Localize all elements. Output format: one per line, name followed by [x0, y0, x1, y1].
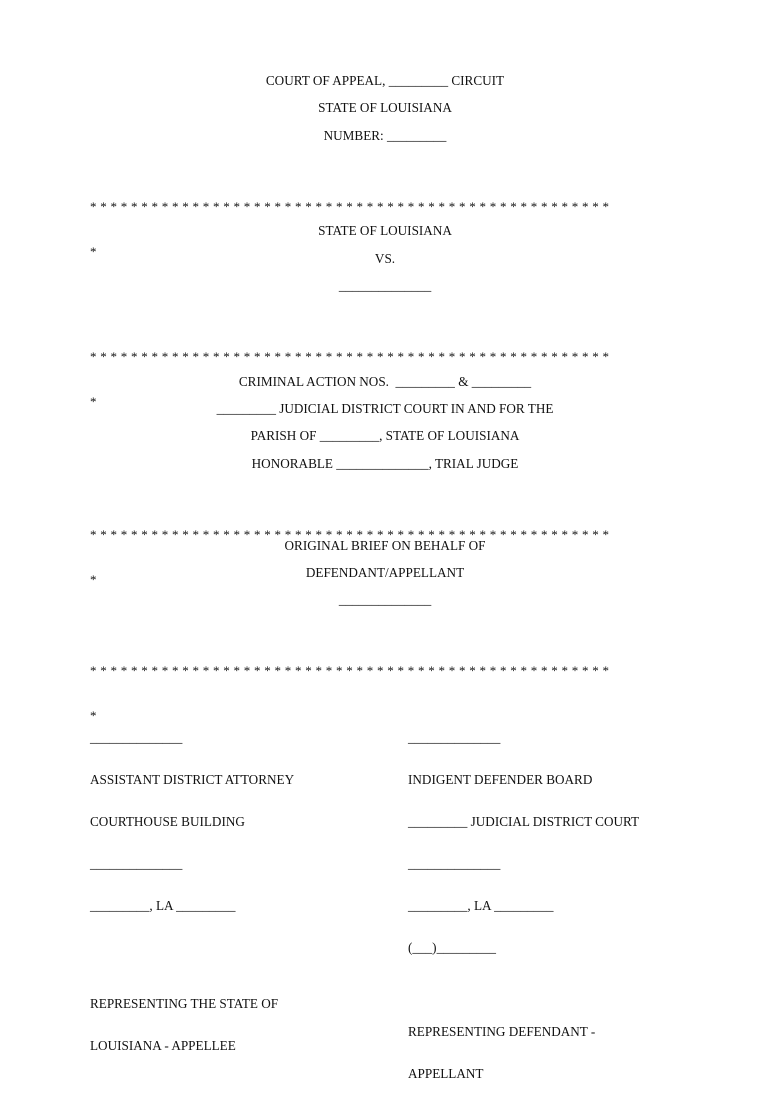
- court-title: COURT OF APPEAL, _________ CIRCUIT: [265, 73, 505, 88]
- appellant-signature-block: [408, 703, 639, 1095]
- trial-judge-line: HONORABLE ______________, TRIAL JUDGE: [251, 456, 519, 471]
- appellee-representation-line1: REPRESENTING THE STATE OF: [90, 996, 279, 1011]
- district-court-line: _________ JUDICIAL DISTRICT COURT IN AND FOR THE: [216, 401, 554, 416]
- brief-title-line1: ORIGINAL BRIEF ON BEHALF OF: [284, 538, 486, 553]
- separator-row: * * * * * * * * * * * * * * * * * * * * * * * * * * * * * * * * * * * * * * * * * * * * * * * * * * *: [90, 527, 610, 542]
- appellee-address-line2: ______________: [90, 856, 183, 871]
- separator-tail: *: [90, 708, 97, 723]
- appellee-title: ASSISTANT DISTRICT ATTORNEY: [90, 772, 295, 787]
- parish-line: PARISH OF _________, STATE OF LOUISIANA: [250, 428, 520, 443]
- criminal-action-numbers: CRIMINAL ACTION NOS. _________ & _________: [238, 374, 532, 389]
- brief-title-line2: DEFENDANT/APPELLANT: [305, 565, 465, 580]
- separator-tail: *: [90, 394, 97, 409]
- brief-title-blank: ______________: [338, 592, 432, 607]
- appellee-name-blank: ______________: [90, 730, 183, 745]
- appellee-city-line: _________, LA _________: [90, 898, 236, 913]
- plaintiff-name: STATE OF LOUISIANA: [318, 223, 452, 238]
- appellant-title: INDIGENT DEFENDER BOARD: [408, 772, 593, 787]
- appellee-address-line1: COURTHOUSE BUILDING: [90, 814, 245, 829]
- appellant-representation-line1: REPRESENTING DEFENDANT -: [408, 1024, 596, 1039]
- state-title: STATE OF LOUISIANA: [318, 100, 452, 115]
- appellant-court-line: _________ JUDICIAL DISTRICT COURT: [408, 814, 640, 829]
- separator-tail: *: [90, 572, 97, 587]
- case-number: NUMBER: _________: [323, 128, 447, 143]
- appellant-name-blank: ______________: [408, 730, 501, 745]
- appellant-phone-line: (___)_________: [408, 940, 496, 955]
- appellee-representation-line2: LOUISIANA - APPELLEE: [90, 1038, 236, 1053]
- separator-tail: *: [90, 244, 97, 259]
- appellant-city-line: _________, LA _________: [408, 898, 554, 913]
- versus-label: VS.: [374, 251, 396, 266]
- appellee-signature-block: [90, 703, 294, 1067]
- separator-row: * * * * * * * * * * * * * * * * * * * * * * * * * * * * * * * * * * * * * * * * * * * * * * * * * * *: [90, 199, 610, 214]
- separator-row: * * * * * * * * * * * * * * * * * * * * * * * * * * * * * * * * * * * * * * * * * * * * * * * * * * *: [90, 349, 610, 364]
- appellant-representation-line2: APPELLANT: [408, 1066, 484, 1081]
- appellant-address-line: ______________: [408, 856, 501, 871]
- defendant-blank: ______________: [338, 278, 432, 293]
- separator-row: * * * * * * * * * * * * * * * * * * * * * * * * * * * * * * * * * * * * * * * * * * * * * * * * * * *: [90, 663, 610, 678]
